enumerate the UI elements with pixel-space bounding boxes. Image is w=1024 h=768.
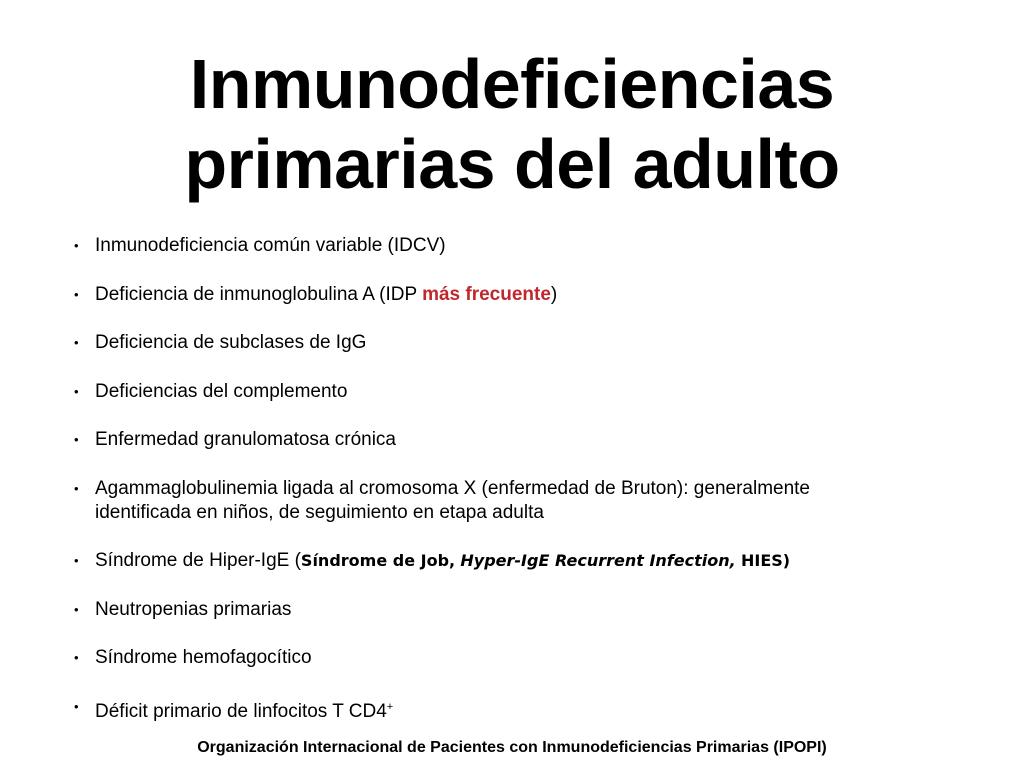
footer-source: Organización Internacional de Pacientes con Inmunodeficiencias Primarias (IPOPI)	[197, 739, 827, 756]
bullet-text: Inmunodeficiencia común variable (IDCV)	[95, 235, 446, 256]
bullet-text: Deficiencia de inmunoglobulina A (IDP	[95, 283, 423, 305]
bullet-item-hyper-ige	[70, 549, 970, 573]
bullet-marker: •	[74, 286, 79, 302]
bullet-marker: •	[74, 383, 79, 399]
slide-title-line-1: Inmunodeficiencias	[189, 45, 835, 123]
bullet-item-granulomatous	[70, 428, 970, 452]
bullet-text-closing: )	[550, 283, 558, 305]
bullet-item-bruton	[70, 477, 970, 525]
hies-text: HIES)	[740, 551, 791, 570]
bullet-marker: •	[74, 238, 79, 253]
bullet-text: Enfermedad granulomatosa crónica	[95, 429, 397, 450]
bullet-text-line-2: identificada en niños, de seguimiento en etapa adulta	[95, 501, 544, 523]
slide-title	[0, 44, 1024, 204]
bullet-marker: •	[74, 698, 79, 714]
bullet-item-iga	[70, 283, 970, 307]
bullet-item-cd4	[70, 695, 970, 724]
bullet-marker: •	[74, 335, 79, 350]
bullet-text: Síndrome de Hiper-IgE (	[95, 550, 301, 571]
job-syndrome-text: Síndrome de Job,	[300, 551, 456, 570]
bullet-text: Síndrome hemofagocítico	[95, 647, 312, 668]
bullet-marker: •	[74, 601, 79, 617]
bullet-text: Deficiencias del complemento	[95, 380, 348, 402]
slide-title-line-2: primarias del adulto	[184, 125, 840, 203]
emphasis-text: más frecuente	[422, 283, 551, 305]
bullet-item-neutropenias	[70, 598, 970, 622]
bullet-text-line-1: Agammaglobulinemia ligada al cromosoma X (enfermedad de Bruton): generalmente	[95, 477, 810, 499]
bullet-marker: •	[74, 432, 79, 447]
bullet-text: Déficit primario de linfocitos T CD4	[95, 700, 387, 722]
bullet-item-igg-subclasses	[70, 331, 970, 355]
bullet-text: Deficiencia de subclases de IgG	[95, 332, 367, 353]
hyper-ige-text: Hyper-IgE Recurrent Infection,	[460, 551, 736, 570]
superscript-plus: +	[386, 700, 394, 713]
bullet-marker: •	[74, 650, 79, 665]
bullet-item-complement	[70, 380, 970, 404]
bullet-marker: •	[74, 553, 79, 568]
bullet-item-hemophagocytic	[70, 646, 970, 670]
bullet-item-idcv	[70, 234, 970, 258]
bullet-list	[70, 234, 970, 748]
bullet-marker: •	[74, 480, 79, 496]
bullet-text: Neutropenias primarias	[95, 598, 292, 620]
